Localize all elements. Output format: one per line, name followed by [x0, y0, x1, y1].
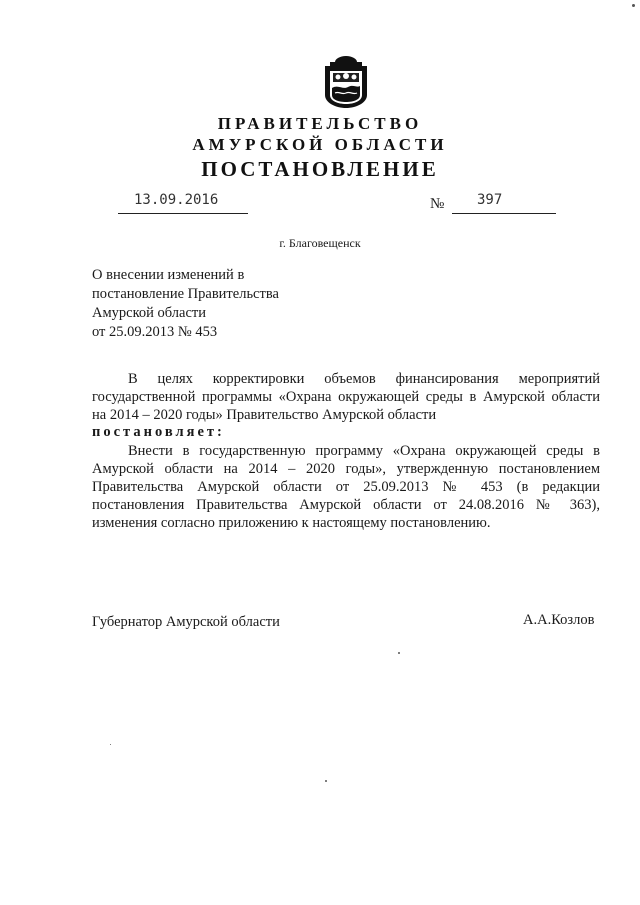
signatory-name: А.А.Козлов [523, 612, 595, 628]
decree-word: постановляет: [92, 424, 225, 440]
body-line: Амурской области на 2014 – 2020 годы», утвержденную постановлением [92, 461, 600, 477]
coat-of-arms-icon [324, 55, 368, 109]
preamble-line: В целях корректировки объемов финансирования мероприятий [128, 371, 600, 387]
number-sign: № [430, 196, 445, 212]
scan-speck [110, 744, 111, 745]
scan-speck [632, 4, 635, 7]
subject-line: О внесении изменений в [92, 267, 245, 283]
preamble-line: государственной программы «Охрана окружающей среды в Амурской области [92, 389, 600, 405]
signatory-position: Губернатор Амурской области [92, 614, 280, 630]
body-line: Правительства Амурской области от 25.09.2013 № 453 (в редакции [92, 479, 600, 495]
preamble-paragraph [92, 370, 600, 424]
region-title: АМУРСКОЙ ОБЛАСТИ [192, 135, 448, 154]
preamble-line: на 2014 – 2020 годы» Правительство Амурской области [92, 407, 437, 423]
date-underline [118, 213, 248, 214]
number-underline [452, 213, 556, 214]
scan-speck [325, 780, 327, 782]
scan-speck [398, 652, 400, 654]
subject-block [92, 266, 279, 342]
subject-line: постановление Правительства [92, 286, 279, 302]
body-line: изменения согласно приложению к настоящему постановлению. [92, 515, 491, 531]
subject-line: Амурской области [92, 305, 206, 321]
city: г. Благовещенск [279, 236, 361, 250]
document-date: 13.09.2016 [134, 192, 219, 208]
decree-paragraph [92, 442, 600, 532]
document-type: ПОСТАНОВЛЕНИЕ [201, 157, 439, 181]
subject-line: от 25.09.2013 № 453 [92, 324, 218, 340]
government-title: ПРАВИТЕЛЬСТВО [217, 114, 423, 133]
body-line: Внести в государственную программу «Охрана окружающей среды в [128, 443, 600, 459]
document-number: 397 [477, 192, 503, 208]
body-line: постановления Правительства Амурской области от 24.08.2016 № 363), [92, 497, 600, 513]
